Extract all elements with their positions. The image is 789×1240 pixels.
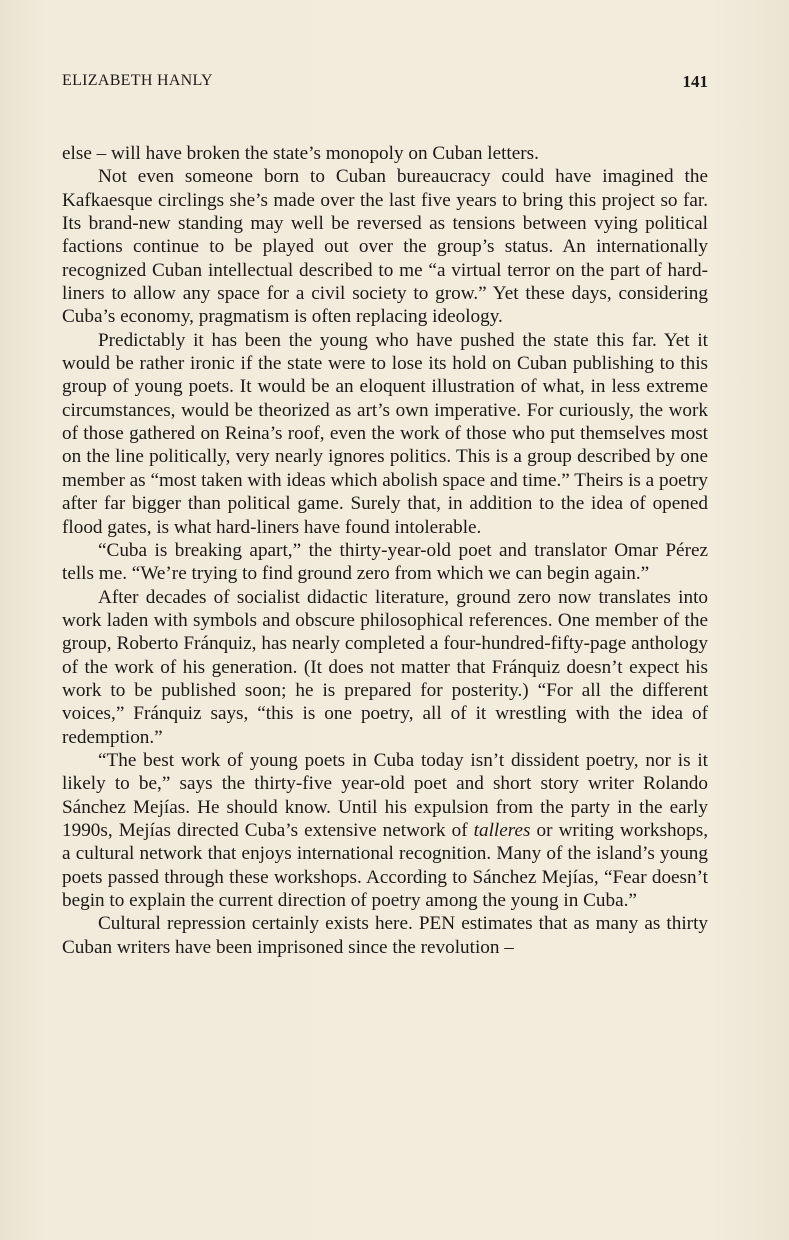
paragraph: “Cuba is breaking apart,” the thirty-year-old poet and translator Omar Pérez tells me. “We’re trying to find ground zero from which we can begin again.” bbox=[62, 539, 708, 585]
italic-term: talleres bbox=[473, 819, 531, 841]
paragraph: Predictably it has been the young who have pushed the state this far. Yet it would be rather ironic if the state were to lose its hold on Cuban publishing to this group of young poets. It would be an eloquent illustration of what, in less extreme circumstances, would be theorized as art’s own imperative. For curiously, the work of those gathered on Reina’s roof, even the work of those who put themselves most on the line politically, very nearly ignores politics. This is a group described by one member as “most taken with ideas which abolish space and time.” Theirs is a poetry after far bigger than political game. Surely that, in addition to the idea of opened flood gates, is what hard-liners have found intolerable. bbox=[62, 329, 708, 538]
paragraph-text: “The best work of young poets in Cuba today isn’t dissident poetry, nor is it likely to be,” says the thirty-five year-old poet and short story writer Rolando Sánchez Mejías. He should know. Until his expulsion from the party in the early 1990s, Mejías directed Cuba’s extensive network of bbox=[62, 749, 708, 841]
running-head bbox=[62, 72, 708, 96]
body-text bbox=[62, 142, 708, 959]
page-number: 141 bbox=[682, 72, 708, 91]
paragraph: After decades of socialist didactic literature, ground zero now translates into work laden with symbols and obscure philosophical references. One member of the group, Roberto Fránquiz, has nearly completed a four-hundred-fifty-page anthology of the work of his generation. (It does not matter that Fránquiz doesn’t expect his work to be published soon; he is prepared for posterity.) “For all the different voices,” Fránquiz says, “this is one poetry, all of it wrestling with the idea of redemption.” bbox=[62, 586, 708, 748]
paragraph: Not even someone born to Cuban bureaucracy could have imagined the Kafkaesque circlings she’s made over the last five years to bring this project so far. Its brand-new standing may well be reversed as tensions between vying political factions continue to be played out over the group’s status. An internationally recognized Cuban intellectual described to me “a virtual terror on the part of hard-liners to allow any space for a civil society to grow.” Yet these days, considering Cuba’s economy, pragmatism is often replacing ideology. bbox=[62, 166, 708, 328]
paragraph bbox=[62, 749, 708, 912]
running-head-author: ELIZABETH HANLY bbox=[62, 72, 213, 89]
paragraph: Cultural repression certainly exists here. PEN estimates that as many as thirty Cuban writers have been imprisoned since the revolution – bbox=[62, 913, 708, 958]
paragraph: else – will have broken the state’s monopoly on Cuban letters. bbox=[62, 143, 539, 164]
paragraph-text: or writing workshops, a cultural network that enjoys international recognition. Many of the island’s young poets passed through these workshops. According to Sánchez Mejías, “Fear doesn’t begin to explain the current direction of poetry among the young in Cuba.” bbox=[62, 819, 708, 911]
